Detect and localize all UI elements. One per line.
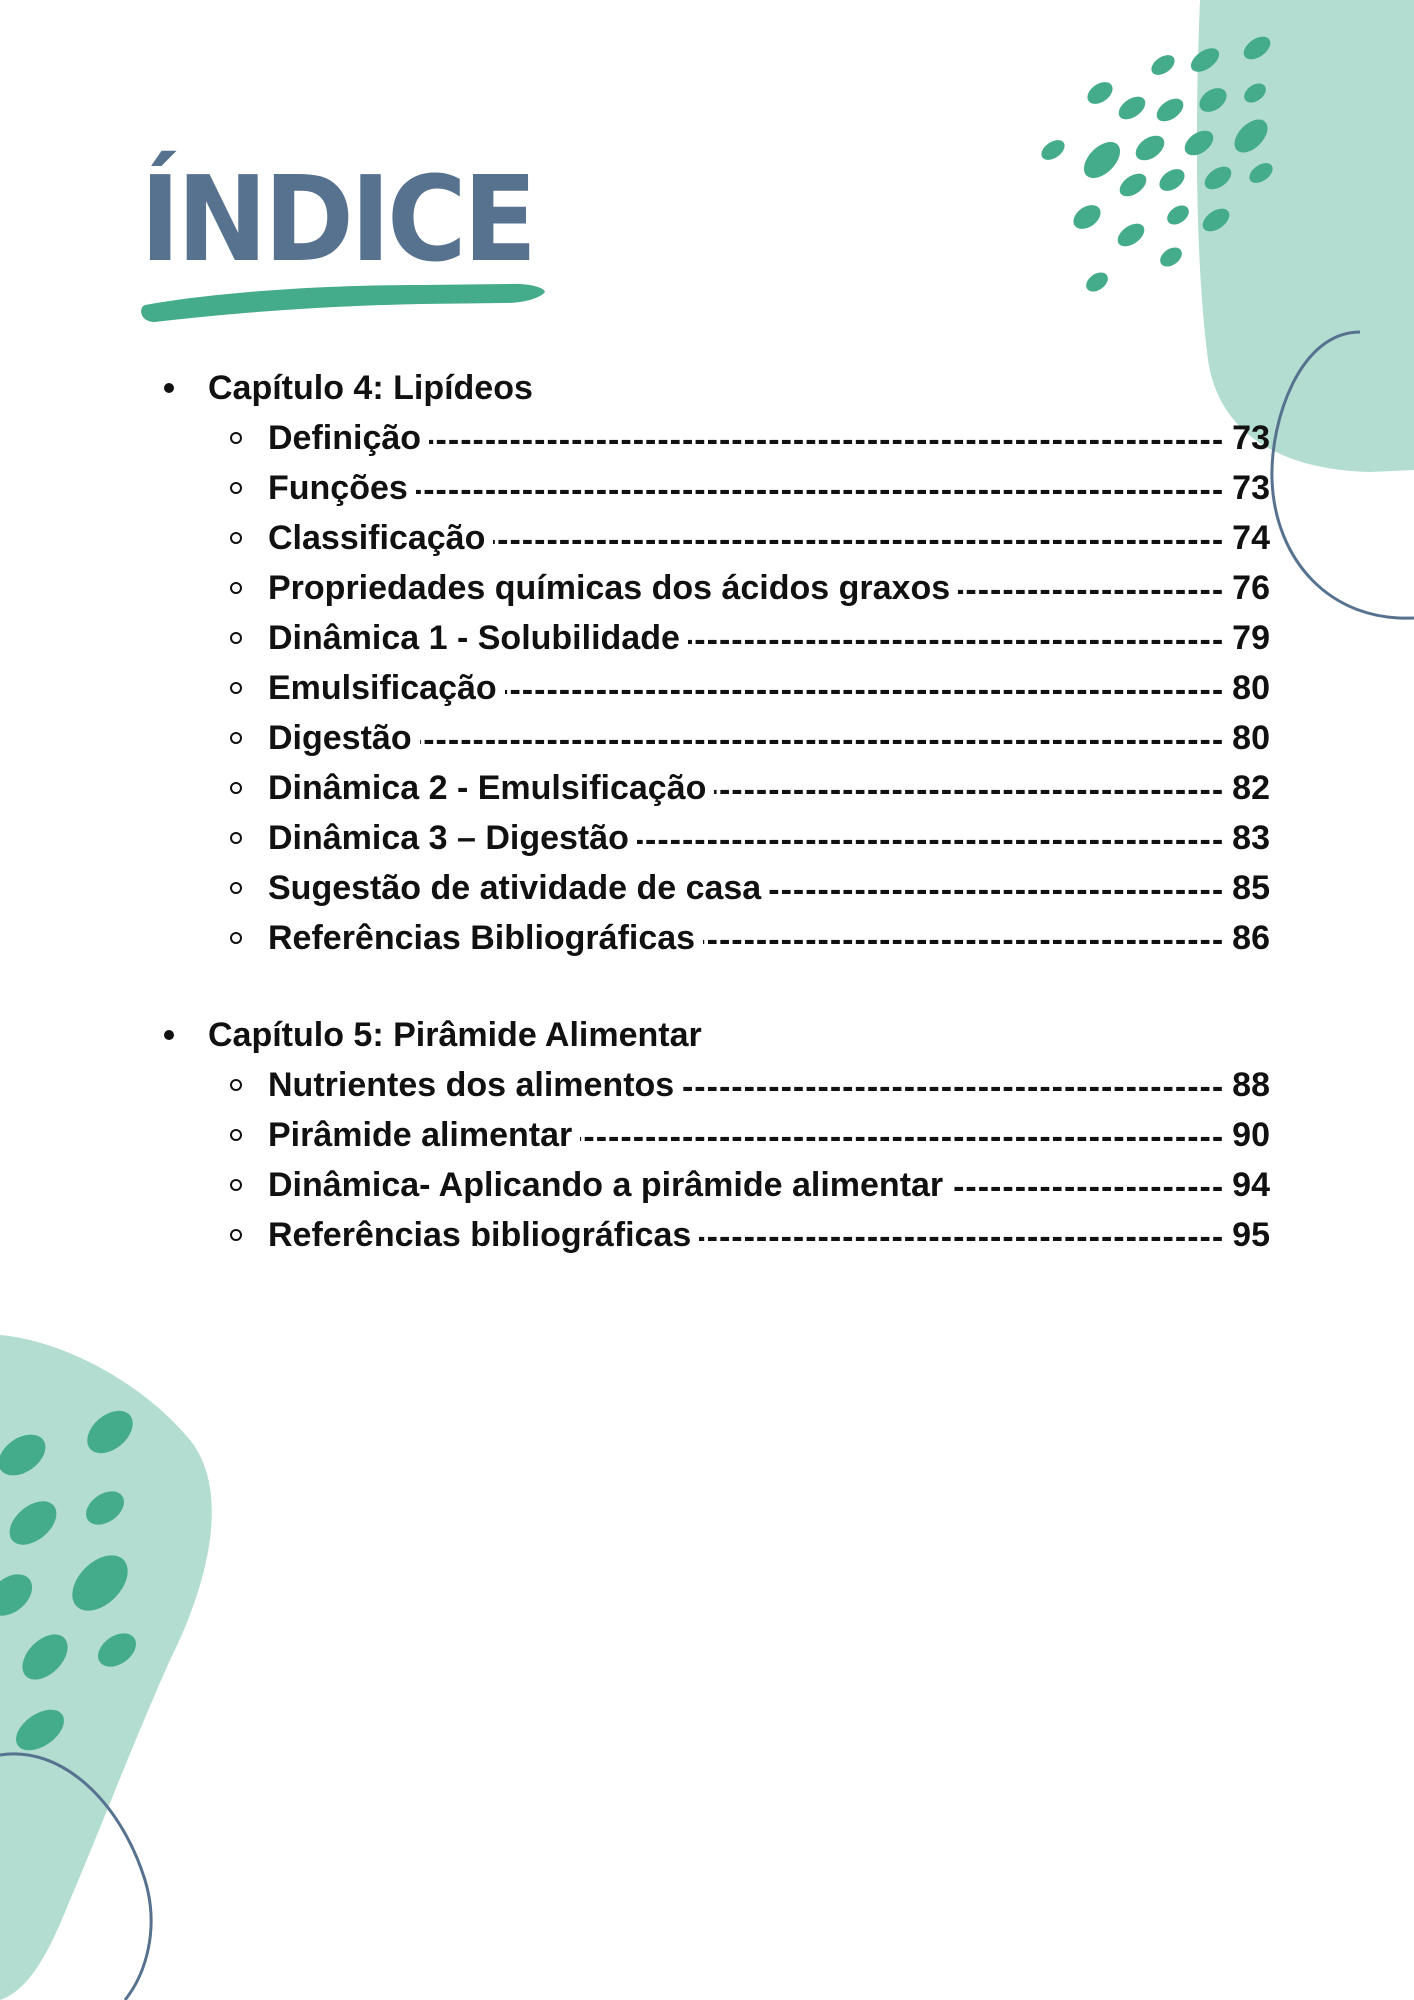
chapter-5-section [160, 1010, 1270, 1260]
page-number: 86 [1232, 918, 1270, 957]
entry-label: Dinâmica 3 – Digestão [268, 818, 629, 857]
dot-leader [951, 1168, 1224, 1202]
entry-label: Dinâmica- Aplicando a pirâmide alimentar [268, 1165, 944, 1204]
toc-entry[interactable] [160, 763, 1270, 813]
dot-leader [429, 421, 1224, 455]
toc-entry[interactable] [160, 913, 1270, 963]
circle-bullet-icon [230, 1229, 242, 1241]
entry-label: Referências bibliográficas [268, 1215, 692, 1254]
page-title: ÍNDICE [140, 150, 534, 288]
toc-entry[interactable] [160, 463, 1270, 513]
circle-bullet-icon [230, 1079, 242, 1091]
bullet-icon [164, 1030, 174, 1040]
bullet-icon [164, 383, 174, 393]
circle-bullet-icon [230, 632, 242, 644]
circle-bullet-icon [230, 582, 242, 594]
toc-entry[interactable] [160, 513, 1270, 563]
chapter-heading [160, 363, 1270, 413]
toc-entry[interactable] [160, 713, 1270, 763]
page-number: 88 [1232, 1065, 1270, 1104]
dot-leader [493, 521, 1224, 555]
dot-leader [637, 821, 1224, 855]
dot-leader [420, 721, 1225, 755]
entry-label: Propriedades químicas dos ácidos graxos [268, 568, 951, 607]
page-number: 94 [1232, 1165, 1270, 1204]
toc-entry[interactable] [160, 863, 1270, 913]
title-underline [141, 284, 545, 322]
dot-leader [703, 921, 1224, 955]
dot-leader [416, 471, 1224, 505]
circle-bullet-icon [230, 782, 242, 794]
page-number: 82 [1232, 768, 1270, 807]
page-number: 73 [1232, 418, 1270, 457]
circle-bullet-icon [230, 882, 242, 894]
dot-leader [688, 621, 1224, 655]
toc-entry[interactable] [160, 1060, 1270, 1110]
toc-entry[interactable] [160, 1210, 1270, 1260]
circle-bullet-icon [230, 1179, 242, 1191]
dot-leader [769, 871, 1224, 905]
entry-label: Definição [268, 418, 422, 457]
circle-bullet-icon [230, 832, 242, 844]
dot-leader [699, 1218, 1224, 1252]
circle-bullet-icon [230, 682, 242, 694]
dot-leader [682, 1068, 1224, 1102]
circle-bullet-icon [230, 482, 242, 494]
entry-label: Referências Bibliográficas [268, 918, 696, 957]
dot-leader [580, 1118, 1224, 1152]
toc-entry[interactable] [160, 1110, 1270, 1160]
dot-leader [714, 771, 1224, 805]
entry-label: Classificação [268, 518, 486, 557]
circle-bullet-icon [230, 432, 242, 444]
page-number: 73 [1232, 468, 1270, 507]
entry-label: Nutrientes dos alimentos [268, 1065, 675, 1104]
page-number: 80 [1232, 718, 1270, 757]
chapter-title: Capítulo 5: Pirâmide Alimentar [208, 1015, 702, 1054]
toc-entry[interactable] [160, 1160, 1270, 1210]
dot-leader [505, 671, 1225, 705]
chapter-heading [160, 1010, 1270, 1060]
dot-leader [958, 571, 1224, 605]
page-number: 90 [1232, 1115, 1270, 1154]
entry-label: Dinâmica 2 - Emulsificação [268, 768, 707, 807]
entry-label: Digestão [268, 718, 412, 757]
page-number: 76 [1232, 568, 1270, 607]
entry-label: Funções [268, 468, 408, 507]
circle-bullet-icon [230, 732, 242, 744]
page-number: 74 [1232, 518, 1270, 557]
toc-entry[interactable] [160, 413, 1270, 463]
page-number: 80 [1232, 668, 1270, 707]
toc-entry[interactable] [160, 813, 1270, 863]
page-number: 95 [1232, 1215, 1270, 1254]
entry-label: Dinâmica 1 - Solubilidade [268, 618, 680, 657]
circle-bullet-icon [230, 932, 242, 944]
page-number: 79 [1232, 618, 1270, 657]
entry-label: Sugestão de atividade de casa [268, 868, 762, 907]
entry-label: Emulsificação [268, 668, 497, 707]
toc-entry[interactable] [160, 663, 1270, 713]
entry-label: Pirâmide alimentar [268, 1115, 573, 1154]
toc-entry[interactable] [160, 563, 1270, 613]
page-number: 85 [1232, 868, 1270, 907]
toc-entry[interactable] [160, 613, 1270, 663]
circle-bullet-icon [230, 1129, 242, 1141]
chapter-title: Capítulo 4: Lipídeos [208, 368, 533, 407]
page-number: 83 [1232, 818, 1270, 857]
chapter-4-section [160, 363, 1270, 963]
circle-bullet-icon [230, 532, 242, 544]
